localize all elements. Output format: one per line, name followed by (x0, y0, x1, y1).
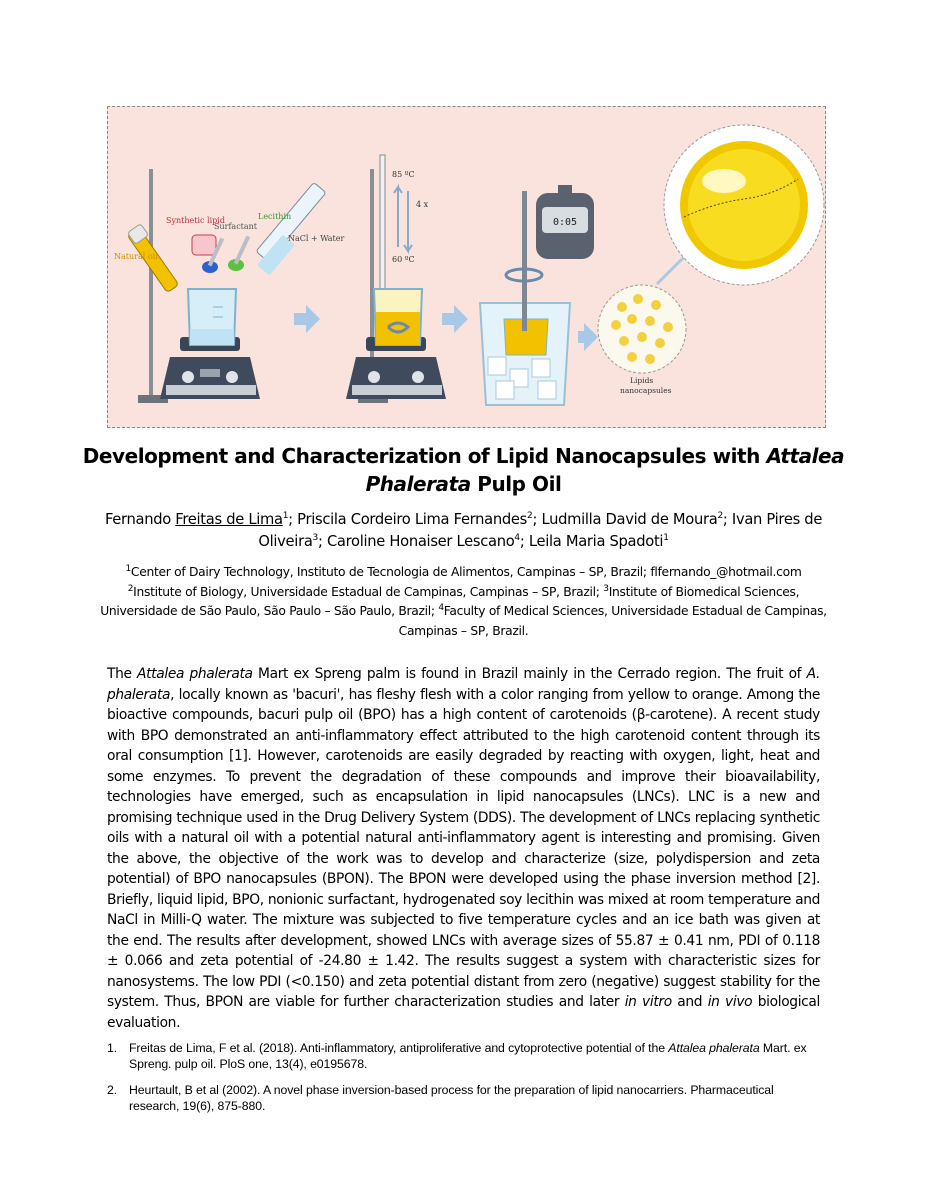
beaker-2 (374, 289, 422, 345)
abstract-body (107, 664, 820, 1033)
affil-3: Institute of Biomedical Sciences, Universidade de São Paulo, São Paulo – São Paulo, Brazil; (100, 584, 800, 618)
reference-text: Heurtault, B et al (2002). A novel phase inversion-based process for the preparation of lipid nanocarriers. Pharmaceutical research, 19(6), 875-880. (129, 1083, 774, 1113)
cycle-arrows (394, 187, 412, 251)
reference-number: 2. (107, 1083, 118, 1097)
affil-2-sup: 2 (127, 583, 134, 594)
author-4-sup: 3 (312, 533, 318, 544)
reference-italic: Attalea phalerata (668, 1041, 760, 1055)
abstract-text-3: , locally known as 'bacuri', has fleshy flesh with a color ranging from yellow to orange. Among the bioactive compounds, bacuri pulp oil (BPO) has a high content of carotenoids (β-carotene). A recent study with BPO demonstrated an anti-inflammatory effect attributed to the high carotenoid content through its oral consumption [1]. However, carotenoids are easily degraded by reacting with oxygen, light, heat and some enzymes. To prevent the degradation of these compounds and improve their bioavailability, technologies have emerged, such as encapsulation in lipid nanocapsules (LNCs). LNC is a new and promising technique used in the Drug Delivery System (DDS). The development of LNCs replacing synthetic oils with a natural oil with a potential natural anti-inflammatory agent is interesting and promising. Given the above, the objective of the work was to develop and characterize (size, polydispersion and zeta potential) of BPO nanocapsules (BPON). The BPON were developed using the phase inversion method [2]. Briefly, liquid lipid, BPO, nonionic surfactant, hydrogenated soy lecithin was mixed at room temperature and NaCl in Milli-Q water. The mixture was subjected to five temperature cycles and an ice bath was given at the end. The results after development, showed LNCs with average sizes of 55.87 ± 0.41 nm, PDI of 0.118 ± 0.066 and zeta potential of -24.80 ± 1.42. The results suggest a system with characteristic sizes for nanosystems. The low PDI (<0.150) and zeta potential distant from zero (negative) suggest stability for the system. Thus, BPON are viable for further characterization studies and later (107, 686, 820, 1010)
author-5: ; Caroline Honaiser Lescano (317, 533, 515, 550)
affil-4: Faculty of Medical Sciences, Universidade Estadual de Campinas, Campinas – SP, Brazil. (398, 604, 827, 638)
reference-text: Freitas de Lima, F et al. (2018). Anti-inflammatory, antiproliferative and cytoprotective potential of the (129, 1041, 669, 1055)
abstract-italic-1: Attalea phalerata (137, 666, 253, 682)
flow-arrow-2 (442, 305, 468, 333)
author-1-first: Fernando (104, 511, 176, 528)
author-3-sup: 2 (717, 511, 723, 522)
author-1-sup: 1 (282, 511, 289, 522)
reference-list (107, 1040, 820, 1124)
affiliations (100, 563, 827, 641)
synthetic-lipid-cup (192, 235, 216, 255)
author-3: ; Ludmilla David de Moura (532, 511, 718, 528)
hot-plate-1 (160, 337, 260, 399)
label-natural-oil: Natural oil (114, 252, 158, 261)
reference-number: 1. (107, 1041, 118, 1055)
author-4: ; Ivan Pires de Oliveira (258, 511, 823, 550)
label-temp-low: 60 ºC (392, 255, 415, 264)
graphical-abstract (107, 106, 826, 428)
nanocapsule-zoom (664, 125, 824, 285)
title-italic-2: Phalerata (365, 472, 471, 496)
label-temp-high: 85 ºC (392, 170, 415, 179)
paper-title (80, 442, 847, 498)
label-surfactant: Surfactant (214, 222, 258, 231)
timer-display: 0:05 (553, 217, 578, 228)
process-illustration (108, 107, 826, 428)
nanocapsule-dispersion (598, 285, 686, 373)
reference-text-end: Mart. ex Spreng. pulp oil. PloS one, 13(4), e0195678. (129, 1041, 807, 1071)
reference-item (107, 1082, 820, 1114)
title-italic-1: Attalea (766, 444, 845, 468)
author-6: ; Leila Maria Spadoti (519, 533, 664, 550)
affil-2: Institute of Biology, Universidade Estadual de Campinas, Campinas – SP, Brazil; (133, 584, 604, 599)
author-list (100, 509, 827, 553)
abstract-italic-4: in vivo (707, 994, 753, 1010)
author-2-sup: 2 (527, 511, 533, 522)
label-lipids: Lipids (630, 376, 654, 385)
affil-3-sup: 3 (603, 583, 609, 594)
abstract-text-5: biological evaluation. (107, 994, 820, 1031)
thermometer (379, 155, 387, 311)
abstract-text-1: The (107, 666, 138, 682)
author-6-sup: 1 (663, 533, 669, 544)
label-cycles: 4 x (416, 200, 429, 209)
beaker-1 (188, 289, 236, 345)
abstract-italic-2: A. phalerata (107, 666, 820, 703)
affil-1: Center of Dairy Technology, Instituto de Tecnologia de Alimentos, Campinas – SP, Brazil; flfernando_@hotmail.com (130, 565, 802, 579)
label-synthetic-lipid: Synthetic lipid (166, 216, 225, 225)
author-2: ; Priscila Cordeiro Lima Fernandes (288, 511, 527, 528)
hot-plate-2 (346, 337, 446, 399)
lecithin-spoon (228, 236, 250, 271)
author-1-last: Freitas de Lima (175, 511, 283, 528)
author-5-sup: 4 (514, 533, 520, 544)
flow-arrow-3 (578, 323, 598, 351)
title-text-2: Pulp Oil (470, 472, 562, 496)
label-lecithin: Lecithin (258, 212, 292, 221)
nacl-water-syringe (256, 182, 326, 275)
abstract-italic-3: in vitro (624, 994, 672, 1010)
affil-4-sup: 4 (438, 602, 444, 613)
label-nanocapsules: nanocapsules (620, 386, 672, 395)
abstract-text-4: and (671, 994, 708, 1010)
abstract-text-2: Mart ex Spreng palm is found in Brazil mainly in the Cerrado region. The fruit of (252, 666, 807, 682)
reference-item (107, 1040, 820, 1072)
flow-arrow-1 (294, 305, 320, 333)
title-text-1: Development and Characterization of Lipid Nanocapsules with (82, 444, 767, 468)
label-nacl-water: NaCl + Water (288, 234, 345, 243)
affil-1-sup: 1 (125, 563, 131, 574)
